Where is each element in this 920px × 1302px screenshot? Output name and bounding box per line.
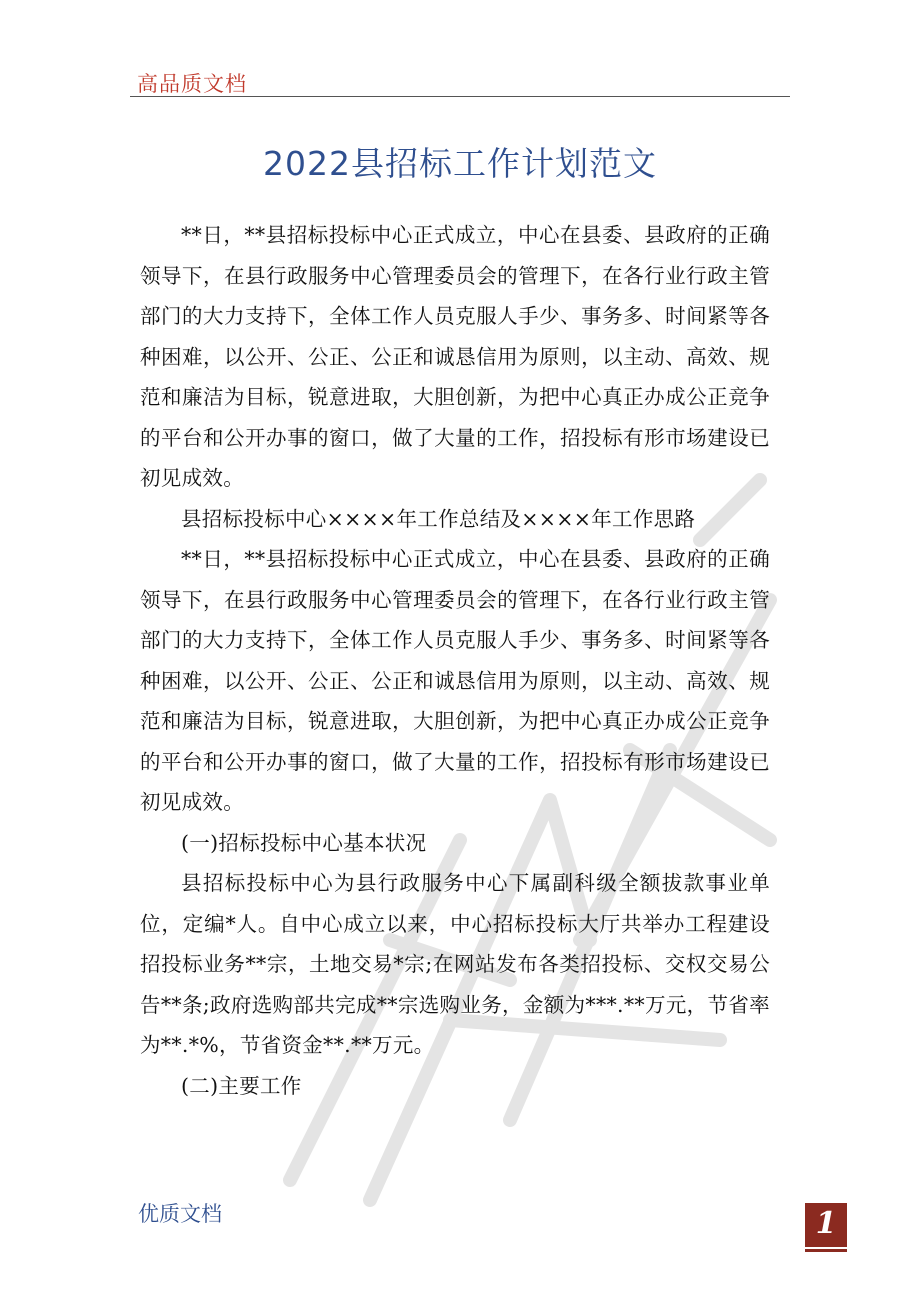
section-heading: (一)招标投标中心基本状况 <box>181 830 427 855</box>
page-number-underline <box>805 1249 847 1252</box>
section-heading: (二)主要工作 <box>181 1073 302 1098</box>
page-number-badge: 1 <box>805 1203 847 1247</box>
footer-label: 优质文档 <box>138 1202 222 1226</box>
document-body <box>140 215 770 1106</box>
header-label: 高品质文档 <box>137 72 247 96</box>
paragraph: 县招标投标中心为县行政服务中心下属副科级全额拔款事业单位，定编*人。自中心成立以来，中心招标投标大厅共举办工程建设招投标业务**宗，土地交易*宗;在网站发布各类招投标、交权交易公告**条;政府选购部共完成**宗选购业务，金额为***.**万元，节省率为**.*%，节省资金**.**万元。 <box>140 871 770 1057</box>
paragraph: **日，**县招标投标中心正式成立，中心在县委、县政府的正确领导下，在县行政服务中心管理委员会的管理下，在各行业行政主管部门的大力支持下，全体工作人员克服人手少、事务多、时间紧等各种困难，以公开、公正、公正和诚恳信用为原则，以主动、高效、规范和廉洁为目标，锐意进取，大胆创新，为把中心真正办成公正竞争的平台和公开办事的窗口，做了大量的工作，招投标有形市场建设已初见成效。 <box>140 223 770 490</box>
paragraph: 县招标投标中心××××年工作总结及××××年工作思路 <box>181 506 696 531</box>
document-title: 2022县招标工作计划范文 <box>263 144 657 183</box>
header-divider <box>130 96 790 97</box>
paragraph: **日，**县招标投标中心正式成立，中心在县委、县政府的正确领导下，在县行政服务中心管理委员会的管理下，在各行业行政主管部门的大力支持下，全体工作人员克服人手少、事务多、时间紧等各种困难，以公开、公正、公正和诚恳信用为原则，以主动、高效、规范和廉洁为目标，锐意进取，大胆创新，为把中心真正办成公正竞争的平台和公开办事的窗口，做了大量的工作，招投标有形市场建设已初见成效。 <box>140 547 770 814</box>
